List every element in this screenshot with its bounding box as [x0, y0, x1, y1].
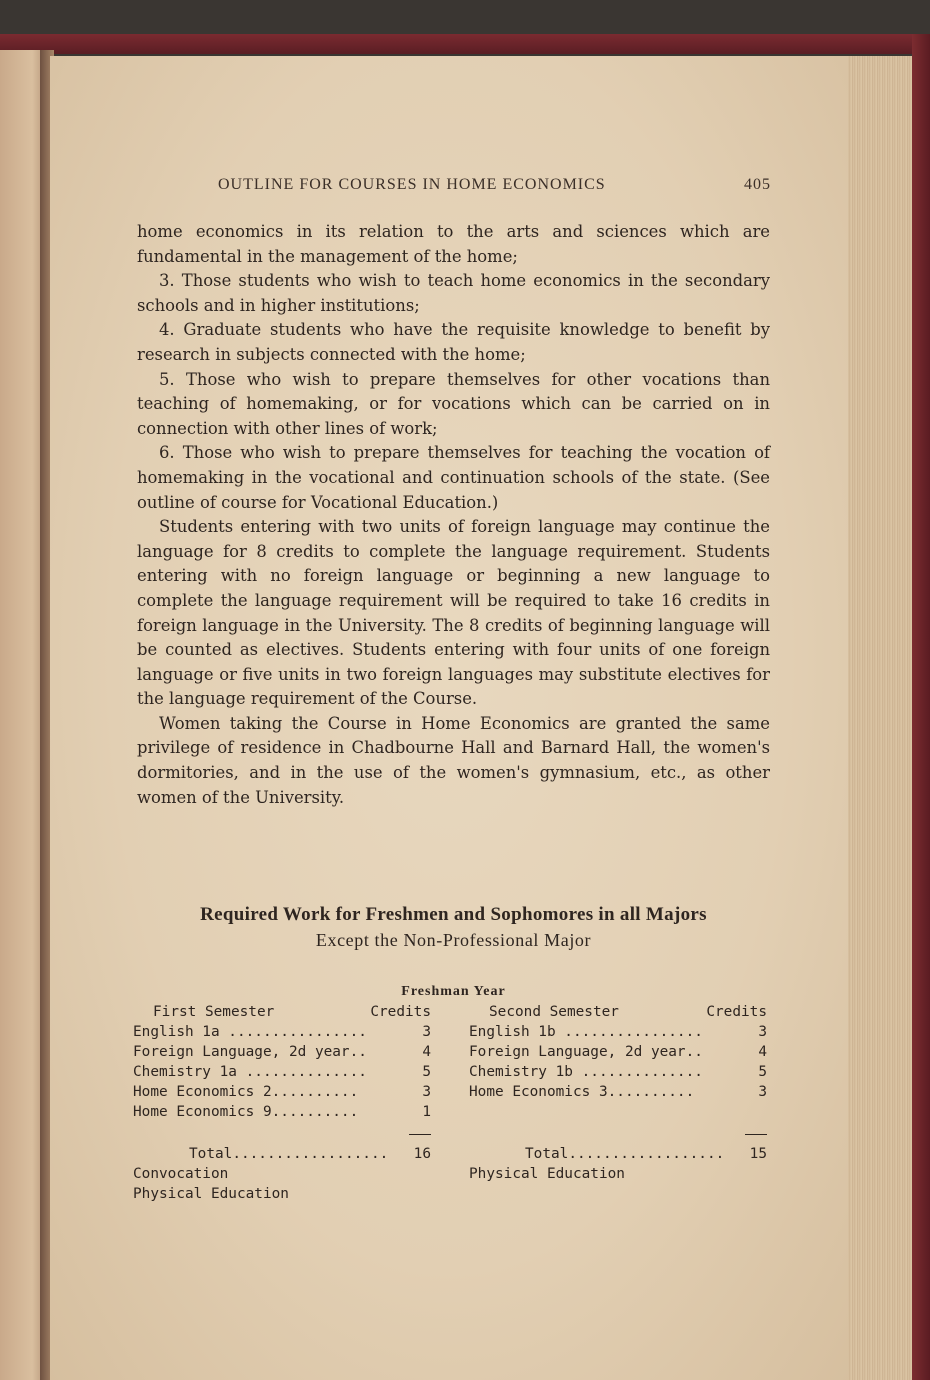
- total-row: [133, 1144, 431, 1164]
- course-credits: 5: [758, 1064, 767, 1080]
- extra-label: Physical Education: [469, 1166, 625, 1182]
- course-credits: 3: [758, 1024, 767, 1040]
- column-header: [469, 1002, 767, 1022]
- second-semester-column: [469, 1002, 767, 1184]
- total-rule: [409, 1134, 431, 1135]
- course-row: [133, 1062, 431, 1082]
- course-name: Home Economics 3..........: [469, 1084, 695, 1100]
- course-name: Home Economics 2..........: [133, 1084, 359, 1100]
- course-credits: 4: [422, 1044, 431, 1060]
- credits-label: Credits: [706, 1004, 767, 1020]
- book-cover-right-edge: [912, 34, 930, 1380]
- total-rule: [745, 1134, 767, 1135]
- course-row: [133, 1042, 431, 1062]
- extra-label: Convocation: [133, 1166, 229, 1182]
- total-credits: 15: [749, 1146, 767, 1162]
- course-row: [469, 1082, 767, 1102]
- page-number: 405: [744, 176, 771, 193]
- spacer-row: [469, 1102, 767, 1122]
- section-subheading: Except the Non-Professional Major: [315, 930, 592, 950]
- course-row: [469, 1042, 767, 1062]
- course-row: [469, 1062, 767, 1082]
- course-credits: 4: [758, 1044, 767, 1060]
- course-name: Home Economics 9..........: [133, 1104, 359, 1120]
- course-credits: 1: [422, 1104, 431, 1120]
- course-credits: 5: [422, 1064, 431, 1080]
- running-head-title: OUTLINE FOR COURSES IN HOME ECONOMICS: [218, 176, 606, 193]
- course-credits: 3: [758, 1084, 767, 1100]
- section-heading: Required Work for Freshmen and Sophomores in all Majors: [200, 904, 707, 925]
- course-credits: 3: [422, 1024, 431, 1040]
- semester-label: Second Semester: [489, 1004, 619, 1020]
- paragraph: Students entering with two units of foreign language may continue the language for 8 credits to complete the language requirement. Students entering with no foreign language or beginning a new language to complete the language requirement will be required to take 16 credits in foreign language in the University. The 8 credits of beginning language will be counted as electives. Students entering with four units of one foreign language or five units in two foreign languages may substitute electives for the language requirement of the Course.: [137, 517, 770, 709]
- total-rule-row: [133, 1122, 431, 1144]
- extra-label: Physical Education: [133, 1186, 289, 1202]
- course-name: English 1b ................: [469, 1024, 703, 1040]
- course-name: Foreign Language, 2d year..: [469, 1044, 703, 1060]
- total-label: Total..................: [189, 1146, 389, 1162]
- course-name: Chemistry 1a ..............: [133, 1064, 367, 1080]
- book-cover-top-edge: [0, 34, 930, 54]
- extra-item: [469, 1164, 767, 1184]
- paragraph: Women taking the Course in Home Economics are granted the same privilege of residence in Chadbourne Hall and Barnard Hall, the women's dormitories, and in the use of the women's gymnasium, etc., as other women of the University.: [137, 713, 770, 807]
- table-title: Freshman Year: [401, 984, 506, 999]
- first-semester-column: [133, 1002, 431, 1204]
- course-credits: 3: [422, 1084, 431, 1100]
- course-row: [133, 1102, 431, 1122]
- course-row: [133, 1022, 431, 1042]
- body-text: [137, 220, 770, 810]
- course-name: English 1a ................: [133, 1024, 367, 1040]
- course-name: Chemistry 1b ..............: [469, 1064, 703, 1080]
- extra-item: [133, 1164, 431, 1184]
- course-row: [133, 1082, 431, 1102]
- total-label: Total..................: [525, 1146, 725, 1162]
- extra-item: [133, 1184, 431, 1204]
- paragraph: 3. Those students who wish to teach home economics in the secondary schools and in higher institutions;: [137, 271, 770, 315]
- semester-label: First Semester: [153, 1004, 275, 1020]
- paragraph: 6. Those who wish to prepare themselves for teaching the vocation of homemaking in the vocational and continuation schools of the state. (See outline of course for Vocational Education.): [137, 443, 770, 512]
- total-row: [469, 1144, 767, 1164]
- paragraph: 5. Those who wish to prepare themselves for other vocations than teaching of homemaking, or for vocations which can be carried on in connection with other lines of work;: [137, 369, 770, 438]
- course-name: Foreign Language, 2d year..: [133, 1044, 367, 1060]
- course-row: [469, 1022, 767, 1042]
- credits-label: Credits: [370, 1004, 431, 1020]
- column-header: [133, 1002, 431, 1022]
- total-credits: 16: [413, 1146, 431, 1162]
- paragraph: home economics in its relation to the arts and sciences which are fundamental in the management of the home;: [137, 222, 770, 266]
- paragraph: 4. Graduate students who have the requisite knowledge to benefit by research in subjects connected with the home;: [137, 320, 770, 364]
- total-rule-row: [469, 1122, 767, 1144]
